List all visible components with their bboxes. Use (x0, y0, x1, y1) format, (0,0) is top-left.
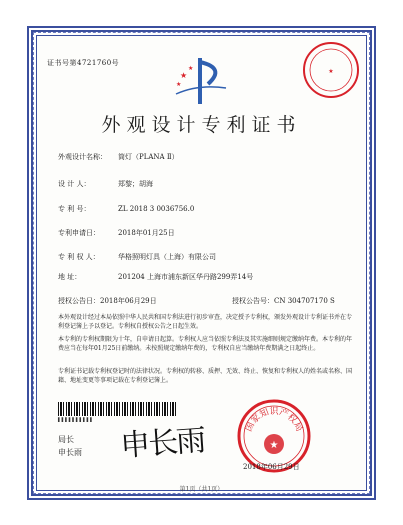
design-name-value: 筒灯（PLANA Ⅱ） (118, 153, 179, 161)
patent-number-label: 专 利 号： (58, 205, 91, 213)
chief-title: 局长 (58, 435, 74, 444)
svg-text:★: ★ (180, 71, 188, 80)
filing-date-row (58, 228, 175, 238)
filing-date-value: 2018年01月25日 (118, 229, 175, 237)
seal-text: 国家知识产权局 (243, 407, 305, 434)
signature: 申长雨 (119, 423, 206, 464)
chief-title-block (58, 433, 82, 459)
design-name-label: 外观设计名称： (58, 153, 107, 161)
grant-date: 授权公告日：2018年06月29日 (58, 297, 157, 305)
certificate-title: 外观设计专利证书 (101, 114, 302, 136)
grant-number: 授权公告号：CN 304707170 S (232, 297, 335, 305)
designer-row (58, 179, 153, 189)
svg-text:★: ★ (328, 68, 334, 75)
barcode (58, 402, 176, 416)
designer-label: 设 计 人： (58, 180, 91, 188)
patent-number-value: ZL 2018 3 0036756.0 (118, 205, 195, 213)
paragraph-2: 本专利的专利权期限为十年，自申请日起算。专利权人应当依照专利法及其实施细则规定缴纳年费。本专利的年费应当在每年01月25日前缴纳。未按照规定缴纳年费的，专利权自应当缴纳年费期满之日起终止。 (58, 336, 353, 352)
certificate-number: 证书号第4721760号 (47, 59, 120, 67)
patent-number-row (58, 204, 194, 214)
designer-value: 郑黎；胡海 (118, 180, 153, 188)
patentee-label: 专 利 权 人： (58, 253, 100, 261)
svg-text:★: ★ (188, 65, 194, 72)
paragraph-3: 专利证书记载专利权登记时的法律状况。专利权的转移、质押、无效、终止、恢复和专利权人的姓名或名称、国籍、地址变更等事项记载在专利登记簿上。 (58, 368, 353, 384)
svg-text:★: ★ (176, 81, 182, 88)
design-name-row (58, 152, 179, 162)
chief-name: 申长雨 (58, 448, 82, 457)
seal-date: 2018年06月29日 (243, 463, 300, 471)
patent-office-logo-icon (168, 56, 234, 108)
svg-text:★: ★ (269, 440, 279, 451)
filing-date-label: 专利申请日： (58, 229, 100, 237)
address-row (58, 272, 253, 282)
top-seal-icon (301, 40, 361, 100)
patentee-row (58, 252, 216, 262)
paragraph-1: 本外观设计经过本局依照中华人民共和国专利法进行初步审查，决定授予专利权，颁发外观设计专利证书并在专利登记簿上予以登记。专利权自授权公告之日起生效。 (58, 314, 353, 330)
address-label: 地 址： (58, 273, 82, 281)
patentee-value: 华格照明灯具（上海）有限公司 (118, 253, 216, 261)
barcode-number: ▌▌▌▌▌▌▌▌▌▌ (58, 417, 94, 422)
page-footer: 第1页（共1页） (179, 486, 224, 493)
address-value: 201204 上海市浦东新区华丹路299弄14号 (118, 273, 254, 281)
